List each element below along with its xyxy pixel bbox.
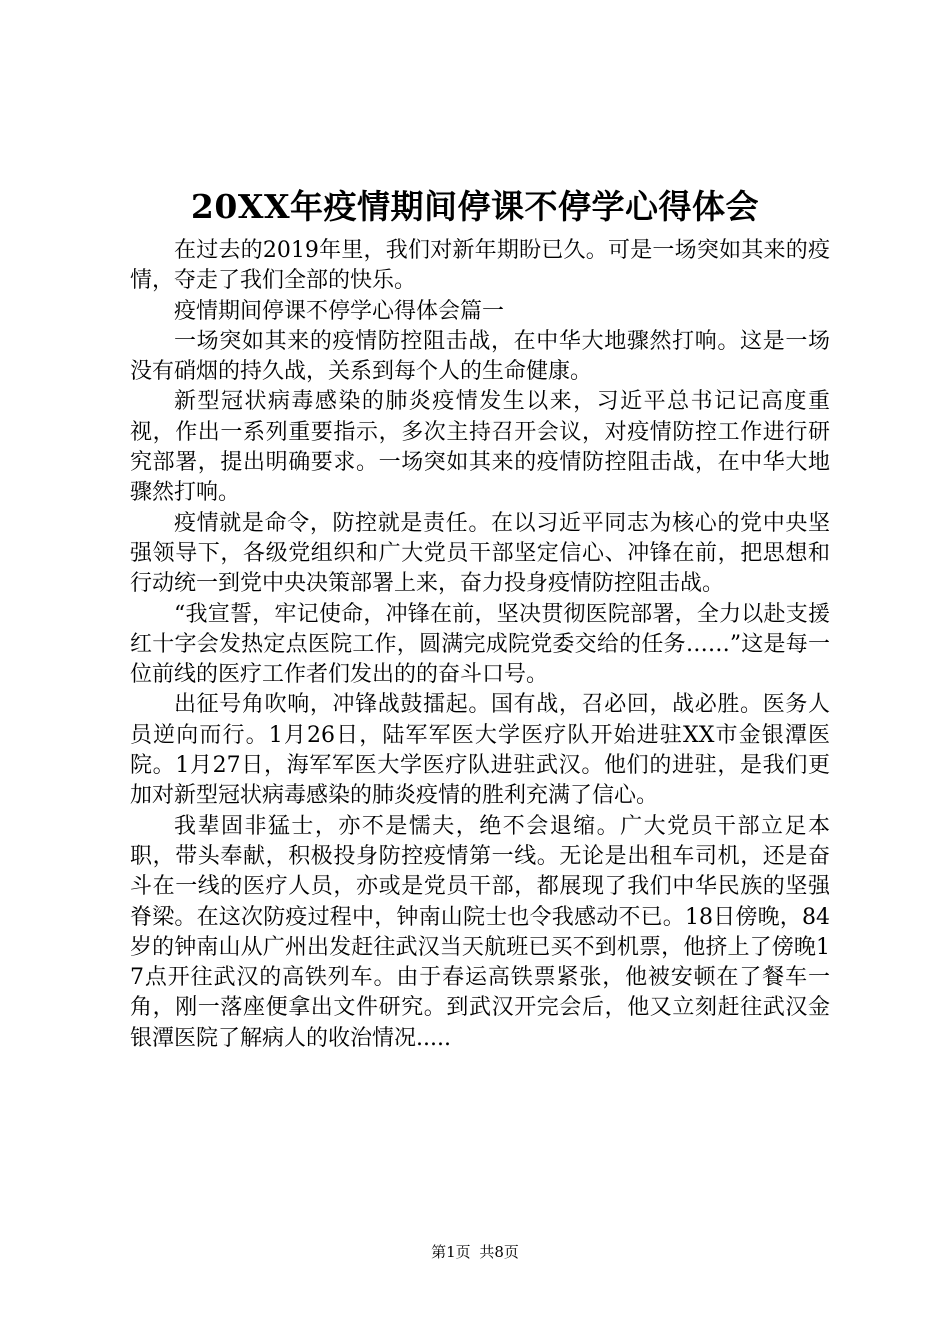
paragraph: 我辈固非猛士，亦不是懦夫，绝不会退缩。广大党员干部立足本职，带头奉献，积极投身防控疫情第一线。无论是出租车司机，还是奋斗在一线的医疗人员，亦或是党员干部，都展现了我们中华民族的坚强脊梁。在这次防疫过程中，钟南山院士也令我感动不已。18日傍晚，84岁的钟南山从广州出发赶往武汉当天航班已买不到机票，他挤上了傍晚17点开往武汉的高铁列车。由于春运高铁票紧张，他被安顿在了餐车一角，刚一落座便拿出文件研究。到武汉开完会后，他又立刻赶往武汉金银潭医院了解病人的收治情况..... xyxy=(130,813,830,1051)
page-total: 共8页 xyxy=(479,1243,519,1261)
document-title: 20XX年疫情期间停课不停学心得体会 xyxy=(190,187,760,226)
page-number: 第1页 xyxy=(431,1243,471,1261)
document-body xyxy=(130,236,830,1054)
section-heading: 疫情期间停课不停学心得体会篇一 xyxy=(174,298,505,324)
page-footer xyxy=(0,1242,950,1262)
paragraph: 新型冠状病毒感染的肺炎疫情发生以来，习近平总书记记高度重视，作出一系列重要指示，多次主持召开会议，对疫情防控工作进行研究部署，提出明确要求。一场突如其来的疫情防控阻击战，在中华大地骤然打响。 xyxy=(130,389,830,506)
paragraph: 出征号角吹响，冲锋战鼓擂起。国有战，召必回，战必胜。医务人员逆向而行。1月26日，陆军军医大学医疗队开始进驻XX市金银潭医院。1月27日，海军军医大学医疗队进驻武汉。他们的进驻，是我们更加对新型冠状病毒感染的肺炎疫情的胜利充满了信心。 xyxy=(130,692,830,809)
paragraph-intro: 在过去的2019年里，我们对新年期盼已久。可是一场突如其来的疫情，夺走了我们全部的快乐。 xyxy=(130,238,830,294)
paragraph: 一场突如其来的疫情防控阻击战，在中华大地骤然打响。这是一场没有硝烟的持久战，关系到每个人的生命健康。 xyxy=(130,328,830,385)
paragraph: 疫情就是命令，防控就是责任。在以习近平同志为核心的党中央坚强领导下，各级党组织和广大党员干部坚定信心、冲锋在前，把思想和行动统一到党中央决策部署上来，奋力投身疫情防控阻击战。 xyxy=(130,510,830,597)
paragraph-quote: “我宣誓，牢记使命，冲锋在前，坚决贯彻医院部署，全力以赴支援红十字会发热定点医院工作，圆满完成院党委交给的任务……”这是每一位前线的医疗工作者们发出的的奋斗口号。 xyxy=(130,601,830,688)
